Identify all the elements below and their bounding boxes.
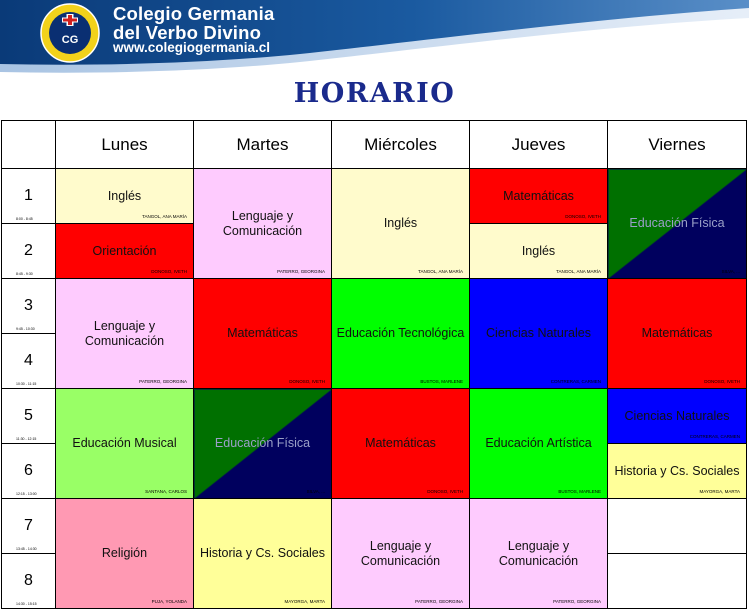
subject-label: Educación Física — [214, 436, 311, 450]
subject-label: Matemáticas — [503, 188, 574, 203]
teacher-label: TANGOL, ANA MARÍA — [418, 269, 463, 274]
school-logo — [36, 2, 104, 64]
period-number: 2 — [24, 242, 33, 259]
teacher-label: PATERRO, GEORGINA — [415, 599, 463, 604]
teacher-label: CONTRERAS, CARMEN — [689, 434, 740, 439]
teacher-label: SILVA, ... — [306, 489, 325, 494]
subject-label: Inglés — [107, 188, 142, 203]
period-time: 8:45 - 9:30 — [16, 272, 33, 276]
empty-cell — [608, 554, 747, 609]
class-cell — [608, 444, 747, 499]
period-number: 6 — [24, 462, 33, 479]
subject-label: Lenguaje y Comunicación — [84, 318, 165, 348]
subject-label: Matemáticas — [641, 326, 713, 340]
teacher-label: MAYORGA, MARTA — [699, 489, 740, 494]
teacher-label: PATERRO, GEORGINA — [139, 379, 187, 384]
teacher-label: BUSTOS, MARLENE — [558, 489, 601, 494]
subject-label: Educación Tecnológica — [336, 326, 465, 340]
period-row — [2, 389, 747, 444]
subject-label: Religión — [101, 546, 148, 560]
period-cell-6 — [2, 444, 56, 499]
period-cell-2 — [2, 224, 56, 279]
subject-label: Lenguaje y Comunicación — [498, 538, 579, 568]
schedule-table — [1, 120, 747, 609]
teacher-label: SILVA, ... — [721, 269, 740, 274]
subject-label: Educación Musical — [72, 436, 177, 450]
class-cell — [194, 169, 332, 279]
teacher-label: SANTANA, CARLOS — [145, 489, 187, 494]
period-time: 8:00 - 8:45 — [16, 217, 33, 221]
teacher-label: DONOSO, IVETH — [704, 379, 740, 384]
logo-initials: CG — [61, 34, 79, 46]
school-name-line2: del Verbo Divino — [113, 22, 262, 43]
teacher-label: TANGOL, ANA MARÍA — [556, 269, 601, 274]
class-cell — [56, 224, 194, 279]
day-header-jueves: Jueves — [470, 121, 608, 169]
period-time: 12:15 - 13:00 — [16, 492, 37, 496]
corner-cell — [2, 121, 56, 169]
period-cell-5 — [2, 389, 56, 444]
period-cell-4 — [2, 334, 56, 389]
school-url-link[interactable]: www.colegiogermania.cl — [113, 40, 271, 55]
period-time: 14:30 - 15:15 — [16, 602, 37, 606]
header-row — [2, 121, 747, 169]
period-row — [2, 499, 747, 554]
period-number: 7 — [24, 517, 33, 534]
period-cell-8 — [2, 554, 56, 609]
page-title: HORARIO — [293, 78, 456, 109]
subject-label: Ciencias Naturales — [624, 408, 730, 423]
teacher-label: TANGOL, ANA MARÍA — [142, 214, 187, 219]
class-cell — [332, 169, 470, 279]
period-cell-7 — [2, 499, 56, 554]
subject-label: Matemáticas — [365, 436, 436, 450]
class-cell — [56, 499, 194, 609]
teacher-label: BUSTOS, MARLENE — [420, 379, 463, 384]
school-name — [113, 4, 275, 42]
class-cell — [608, 279, 747, 389]
teacher-label: PUJA, YOLANDA — [151, 599, 187, 604]
school-name-line1: Colegio Germania — [113, 3, 275, 24]
empty-cell — [608, 499, 747, 554]
subject-label: Inglés — [521, 243, 556, 258]
period-cell-1 — [2, 169, 56, 224]
class-cell — [194, 389, 332, 499]
teacher-label: CONTRERAS, CARMEN — [550, 379, 601, 384]
class-cell — [56, 279, 194, 389]
subject-label: Ciencias Naturales — [486, 326, 591, 340]
subject-label: Inglés — [383, 216, 418, 230]
class-cell — [56, 169, 194, 224]
day-header-lunes: Lunes — [56, 121, 194, 169]
day-header-miercoles: Miércoles — [332, 121, 470, 169]
subject-label: Lenguaje y Comunicación — [360, 538, 441, 568]
period-number: 5 — [24, 407, 33, 424]
class-cell — [332, 499, 470, 609]
period-row — [2, 169, 747, 224]
period-number: 4 — [24, 352, 33, 369]
class-cell — [608, 389, 747, 444]
class-cell — [470, 169, 608, 224]
teacher-label: PATERRO, GEORGINA — [277, 269, 325, 274]
subject-label: Historia y Cs. Sociales — [199, 546, 326, 560]
class-cell — [56, 389, 194, 499]
teacher-label: DONOSO, IVETH — [289, 379, 325, 384]
class-cell — [332, 279, 470, 389]
class-cell — [608, 169, 747, 279]
class-cell — [194, 279, 332, 389]
teacher-label: DONOSO, IVETH — [151, 269, 187, 274]
subject-label: Matemáticas — [227, 326, 298, 340]
period-time: 10:30 - 11:15 — [16, 382, 37, 386]
period-number: 8 — [24, 572, 33, 589]
day-header-martes: Martes — [194, 121, 332, 169]
subject-label: Educación Física — [629, 216, 725, 230]
period-time: 11:30 - 12:15 — [16, 437, 37, 441]
period-time: 9:45 - 10:30 — [16, 327, 35, 331]
subject-label: Historia y Cs. Sociales — [614, 463, 740, 478]
subject-label: Orientación — [92, 243, 157, 258]
subject-label: Educación Artística — [485, 436, 592, 450]
teacher-label: DONOSO, IVETH — [427, 489, 463, 494]
class-cell — [194, 499, 332, 609]
class-cell — [470, 499, 608, 609]
class-cell — [470, 224, 608, 279]
class-cell — [470, 389, 608, 499]
period-number: 3 — [24, 297, 33, 314]
period-time: 13:45 - 14:30 — [16, 547, 37, 551]
class-cell — [470, 279, 608, 389]
subject-label: Lenguaje y Comunicación — [222, 208, 303, 238]
teacher-label: MAYORGA, MARTA — [284, 599, 325, 604]
period-row — [2, 279, 747, 334]
teacher-label: DONOSO, IVETH — [565, 214, 601, 219]
period-number: 1 — [24, 187, 33, 204]
class-cell — [332, 389, 470, 499]
period-cell-3 — [2, 279, 56, 334]
day-header-viernes: Viernes — [608, 121, 747, 169]
teacher-label: PATERRO, GEORGINA — [553, 599, 601, 604]
